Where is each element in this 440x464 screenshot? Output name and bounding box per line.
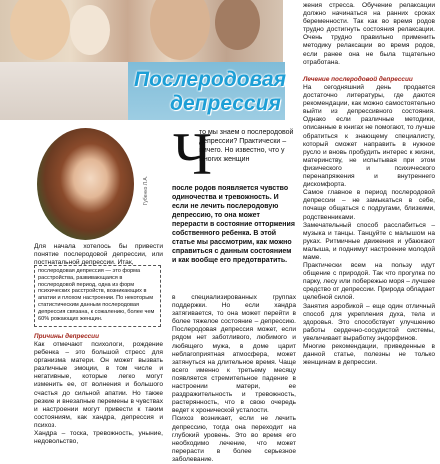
title-line-2: депрессия xyxy=(170,92,281,115)
title-strip-left xyxy=(0,62,128,120)
mid-paragraph-2: Психоз возникает, если не лечить депрессию, тогда она переходит на глубокий уровень. Это во время его необходимо лечение, что может перерасти в более серьезное заболевание. xyxy=(172,415,296,463)
right-paragraph-5: Занятия аэробикой – еще один отличный способ для укрепления духа, тела и здоровья. Это способствует улучшению работы сердечно-сосудистой системы, увеличивает выработку эндорфинов. xyxy=(303,302,435,342)
right-paragraph-2: Самое главное в период послеродовой депрессии – не замыкаться в себе, почаще общаться с подругами, близкими, родственниками. xyxy=(303,189,435,221)
right-section-heading: Лечение послеродовой депрессии xyxy=(303,76,413,83)
right-top-paragraph: жения стресса. Обучение релаксации должно начинаться на ранних сроках беременности. Так как во время родов трудно достигнуть состояния релаксации. Очень трудно правильно применить методику релаксации во время родов, если ранее она не была тщательно отработана. xyxy=(303,2,435,66)
intro-text: то мы знаем о послеродовой депрессии? Практически – ничего. Но известно, что у многих женщин xyxy=(199,129,294,163)
title-banner xyxy=(128,62,285,120)
right-column-top xyxy=(303,2,435,67)
portrait-photo xyxy=(37,128,134,240)
top-photo xyxy=(0,0,283,62)
intro-bold-text: после родов появляется чувство одиночества и тревожность. И если не лечить послеродовую депрессию, то она может перерасти в состояние отторжения собственного ребенка. В этой статье мы рассмотрим, как можно справиться с данным состоянием и как вообще его предотвратить. xyxy=(172,185,295,264)
middle-column xyxy=(172,294,296,464)
drop-cap: Ч xyxy=(173,121,212,187)
intro-text-bold xyxy=(172,184,296,265)
left-paragraph-2: Хандра – тоска, тревожность, уныние, недовольство, xyxy=(34,430,163,446)
right-paragraph-1: На сегодняшний день продается достаточно литературы, где даются рекомендации, как можно самостоятельно выйти из депрессивного состояния. Однако если различные методики, описанные в книгах не помогают, то лучше обратиться к знающему специалисту, который сможет направить в нужное русло и вновь пробудить интерес к жизни, материнству, не испытывая при этом физического и психического перенапряжения и внутреннего дискомфорта. xyxy=(303,84,435,189)
right-paragraph-3: Замечательный способ расслабиться – музыка и танцы. Танцуйте с малышом на руках. Ритмичные движения и убаюкают малыша, и поднимут настроение молодой маме. xyxy=(303,221,435,261)
definition-text: послеродовая депрессия — это форма расстройства, развивающаяся в послеродовой период, одна из форм психических расстройств, возникающих в апатии и плохом настроении. По некоторым статистическим данным послеродовая депрессия связана, к сожалению, более чем 60% рожающих женщин. xyxy=(38,268,155,322)
right-paragraph-4: Практически всем на пользу идут общение с природой. Так что прогулка по парку, лесу или побережью моря – лучшее средство от депрессии. Природа обладает целебной силой. xyxy=(303,262,435,302)
left-intro-paragraph: Для начала хотелось бы привести понятие послеродовой депрессии, или постнатальной депрессии. Итак, xyxy=(34,243,163,267)
mid-paragraph-1: в специализированных группах поддержки. Но если хандра затягивается, то она может перейти в более тяжелое состояние – депрессию. Послеродовая депрессия может, если рядом нет заботливого, любимого и любящего мужа, в доме царит неблагоприятная атмосфера, может затянуться на длительное время. Чаще всего именно к третьему месяцу появляется стремительное падение в настроении матери, ее раздражительность и тревожность, растерянность, что в свою очередь ведет к хронической усталости. xyxy=(172,294,296,415)
left-column xyxy=(34,333,163,446)
photo-caption: Губенко Л.А. xyxy=(143,175,149,205)
left-paragraph-1: Как отмечают психологи, рождение ребенка – это большой стресс для организма матери. Он может вызвать различные эмоции, в том числе и негативные, которые легко могут изменить ее, от волнения и большого счастья до сильной апатии. Но также резкие и внезапные перемены в чувствах и настроении могут привести к таким состояниям, как хандра, депрессия и психоз. xyxy=(34,341,163,429)
left-intro xyxy=(34,243,163,267)
right-column xyxy=(303,76,435,367)
definition-box xyxy=(34,265,161,327)
title-line-1: Послеродовая xyxy=(134,68,286,91)
left-section-heading: Причины депрессии xyxy=(34,333,99,340)
right-paragraph-6: Многие рекомендации, приведенные в данной статье, полезны не только женщинам в депрессии. xyxy=(303,343,435,367)
